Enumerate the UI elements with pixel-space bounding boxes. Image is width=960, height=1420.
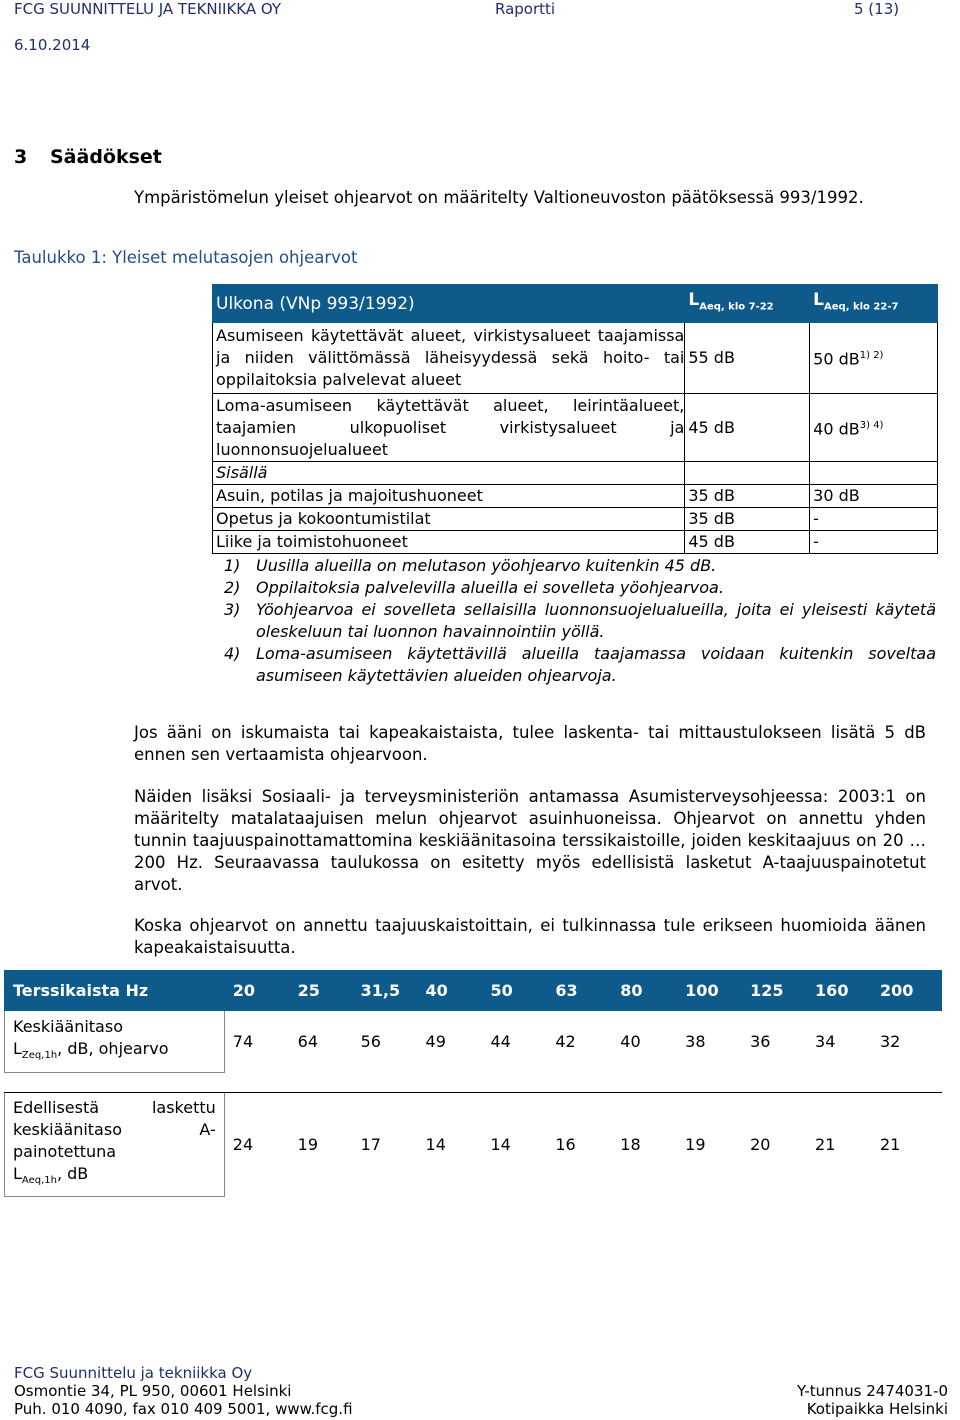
header-doc-type: Raportti: [495, 0, 556, 18]
table-row: [213, 485, 938, 508]
table2-header-label: Terssikaista Hz: [5, 971, 225, 1011]
header-page: 5 (13): [854, 0, 900, 18]
table2-cell: 64: [289, 1011, 352, 1073]
table2-row-label: Keskiäänitaso $L_{Zeq,1h}$, dB, ohjearvo: [5, 1011, 225, 1073]
table-row: [5, 1011, 942, 1073]
table1-note: 3) Yöohjearvoa ei sovelleta sellaisilla luonnonsuojelualueilla, joita ei yleisesti käytetä oleskeluun tai luonnon havainnointiin yöllä.: [224, 600, 936, 641]
paragraph-interpretation: Koska ohjearvot on annettu taajuuskaistoittain, ei tulkinnassa tule erikseen huomioida äänen kapeakaistaisuutta.: [134, 916, 926, 957]
table2-cell: 18: [612, 1093, 677, 1197]
table-row: [213, 394, 938, 462]
table2-freq: 125: [742, 971, 807, 1011]
table1-notes: [224, 555, 936, 687]
table-row: [5, 1093, 942, 1197]
table2-cell: 14: [482, 1093, 547, 1197]
footer-company: FCG Suunnittelu ja tekniikka Oy: [14, 1364, 253, 1382]
table2-cell: 74: [224, 1011, 289, 1073]
table2-cell: 42: [547, 1011, 612, 1073]
table2-cell: 16: [547, 1093, 612, 1197]
table-low-frequency: [4, 970, 942, 1197]
table2-freq: 50: [482, 971, 547, 1011]
footer-contact: Puh. 010 4090, fax 010 409 5001, www.fcg.fi: [14, 1400, 353, 1418]
table2-cell: 38: [677, 1011, 742, 1073]
table2-cell: 34: [807, 1011, 872, 1073]
table2-spacer: [5, 1073, 942, 1093]
table2-cell: 24: [224, 1093, 289, 1197]
table1-row-label: Asumiseen käytettävät alueet, virkistysalueet taajamissa ja niiden välittömässä läheisyydessä sekä hoito- tai oppilaitoksia palvelevat alueet: [213, 323, 685, 394]
table1-row-night: [810, 462, 938, 485]
table1-note: 2) Oppilaitoksia palvelevilla alueilla ei sovelleta yöohjearvoa.: [224, 578, 724, 597]
table2-cell: 19: [289, 1093, 352, 1197]
table1-row-day: 45 dB: [685, 531, 810, 554]
paragraph-low-frequency: Näiden lisäksi Sosiaali- ja terveysministeriön antamassa Asumisterveysohjeessa: 2003:1 on määritelty matalataajuisen melun ohjearvot asuinhuoneissa. Ohjearvot on annettu yhden tunnin taajuuspainottamattomina keskiäänitasoina terssikaistoille, joiden keskitaajuus on 20 … 200 Hz. Seuraavassa taulukossa on esitetty myös edellisistä lasketut A-taajuuspainotetut arvot.: [134, 787, 926, 894]
table1-row-night: 40 $dB^{3) 4)}$: [810, 394, 938, 462]
table1-indoor-label: Sisällä: [213, 462, 685, 485]
table1-header-night: $L_{Aeq, klo 22-7}$: [810, 285, 938, 323]
table2-cell: 20: [742, 1093, 807, 1197]
table2-freq: 80: [612, 971, 677, 1011]
footer-ytunnus: Y-tunnus 2474031-0: [796, 1382, 948, 1400]
table1-note: 4) Loma-asumiseen käytettävillä alueilla taajamassa voidaan kuitenkin soveltaa asumiseen käytettävien alueiden ohjearvoja.: [224, 644, 936, 685]
table2-cell: 14: [417, 1093, 482, 1197]
table1-row-day: 35 dB: [685, 485, 810, 508]
table2-freq: 31,5: [352, 971, 417, 1011]
table2-freq: 40: [417, 971, 482, 1011]
table2-header-row: [5, 971, 942, 1011]
table1-row-night: 30 dB: [810, 485, 938, 508]
table2-cell: 32: [871, 1011, 941, 1073]
header-date: 6.10.2014: [14, 36, 91, 54]
table-row: [213, 323, 938, 394]
section-intro: Ympäristömelun yleiset ohjearvot on määritelty Valtioneuvoston päätöksessä 993/1992.: [134, 188, 864, 207]
table1-row-day: 35 dB: [685, 508, 810, 531]
table2-cell: 49: [417, 1011, 482, 1073]
table2-freq: 200: [871, 971, 941, 1011]
table2-cell: 21: [871, 1093, 941, 1197]
table1-note: 1) Uusilla alueilla on melutason yöohjearvo kuitenkin 45 dB.: [224, 556, 717, 575]
table2-freq: 160: [807, 971, 872, 1011]
table2-cell: 19: [677, 1093, 742, 1197]
table2-row-label: Edellisestä laskettu keskiäänitaso A-painotettuna $L_{Aeq,1h}$, dB: [5, 1093, 225, 1197]
table2-freq: 100: [677, 971, 742, 1011]
table2-freq: 25: [289, 971, 352, 1011]
table-row: [213, 462, 938, 485]
table2-cell: 56: [352, 1011, 417, 1073]
table-row: [213, 508, 938, 531]
table1-row-label: Loma-asumiseen käytettävät alueet, leirintäalueet, taajamien ulkopuoliset virkistysalueet ja luonnonsuojelualueet: [213, 394, 685, 462]
table2-cell: 21: [807, 1093, 872, 1197]
table2-cell: 36: [742, 1011, 807, 1073]
table-noise-guidelines: [212, 284, 938, 554]
table1-row-day: 55 dB: [685, 323, 810, 394]
footer-domicile: Kotipaikka Helsinki: [806, 1400, 948, 1418]
table1-row-label: Liike ja toimistohuoneet: [213, 531, 685, 554]
table1-row-label: Opetus ja kokoontumistilat: [213, 508, 685, 531]
table1-caption: Taulukko 1: Yleiset melutasojen ohjearvot: [14, 248, 358, 267]
section-title: Säädökset: [50, 146, 162, 168]
table1-row-day: [685, 462, 810, 485]
section-number: 3: [14, 146, 28, 168]
paragraph-impulse-noise: Jos ääni on iskumaista tai kapeakaistaista, tulee laskenta- tai mittaustulokseen lisätä 5 dB ennen sen vertaamista ohjearvoon.: [134, 723, 926, 764]
table1-header-day: $L_{Aeq, klo 7-22}$: [685, 285, 810, 323]
table2-cell: 40: [612, 1011, 677, 1073]
table2-freq: 63: [547, 971, 612, 1011]
table1-row-day: 45 dB: [685, 394, 810, 462]
table-row: [213, 531, 938, 554]
table1-row-label: Asuin, potilas ja majoitushuoneet: [213, 485, 685, 508]
table2-cell: 44: [482, 1011, 547, 1073]
table1-row-night: -: [810, 508, 938, 531]
footer-address: Osmontie 34, PL 950, 00601 Helsinki: [14, 1382, 292, 1400]
table2-freq: 20: [224, 971, 289, 1011]
table1-header-outdoor: Ulkona (VNp 993/1992): [213, 285, 685, 323]
table2-cell: 17: [352, 1093, 417, 1197]
header-company: FCG SUUNNITTELU JA TEKNIIKKA OY: [14, 0, 282, 18]
table1-row-night: 50 $dB^{1) 2)}$: [810, 323, 938, 394]
table1-header-row: [213, 285, 938, 323]
table1-row-night: -: [810, 531, 938, 554]
